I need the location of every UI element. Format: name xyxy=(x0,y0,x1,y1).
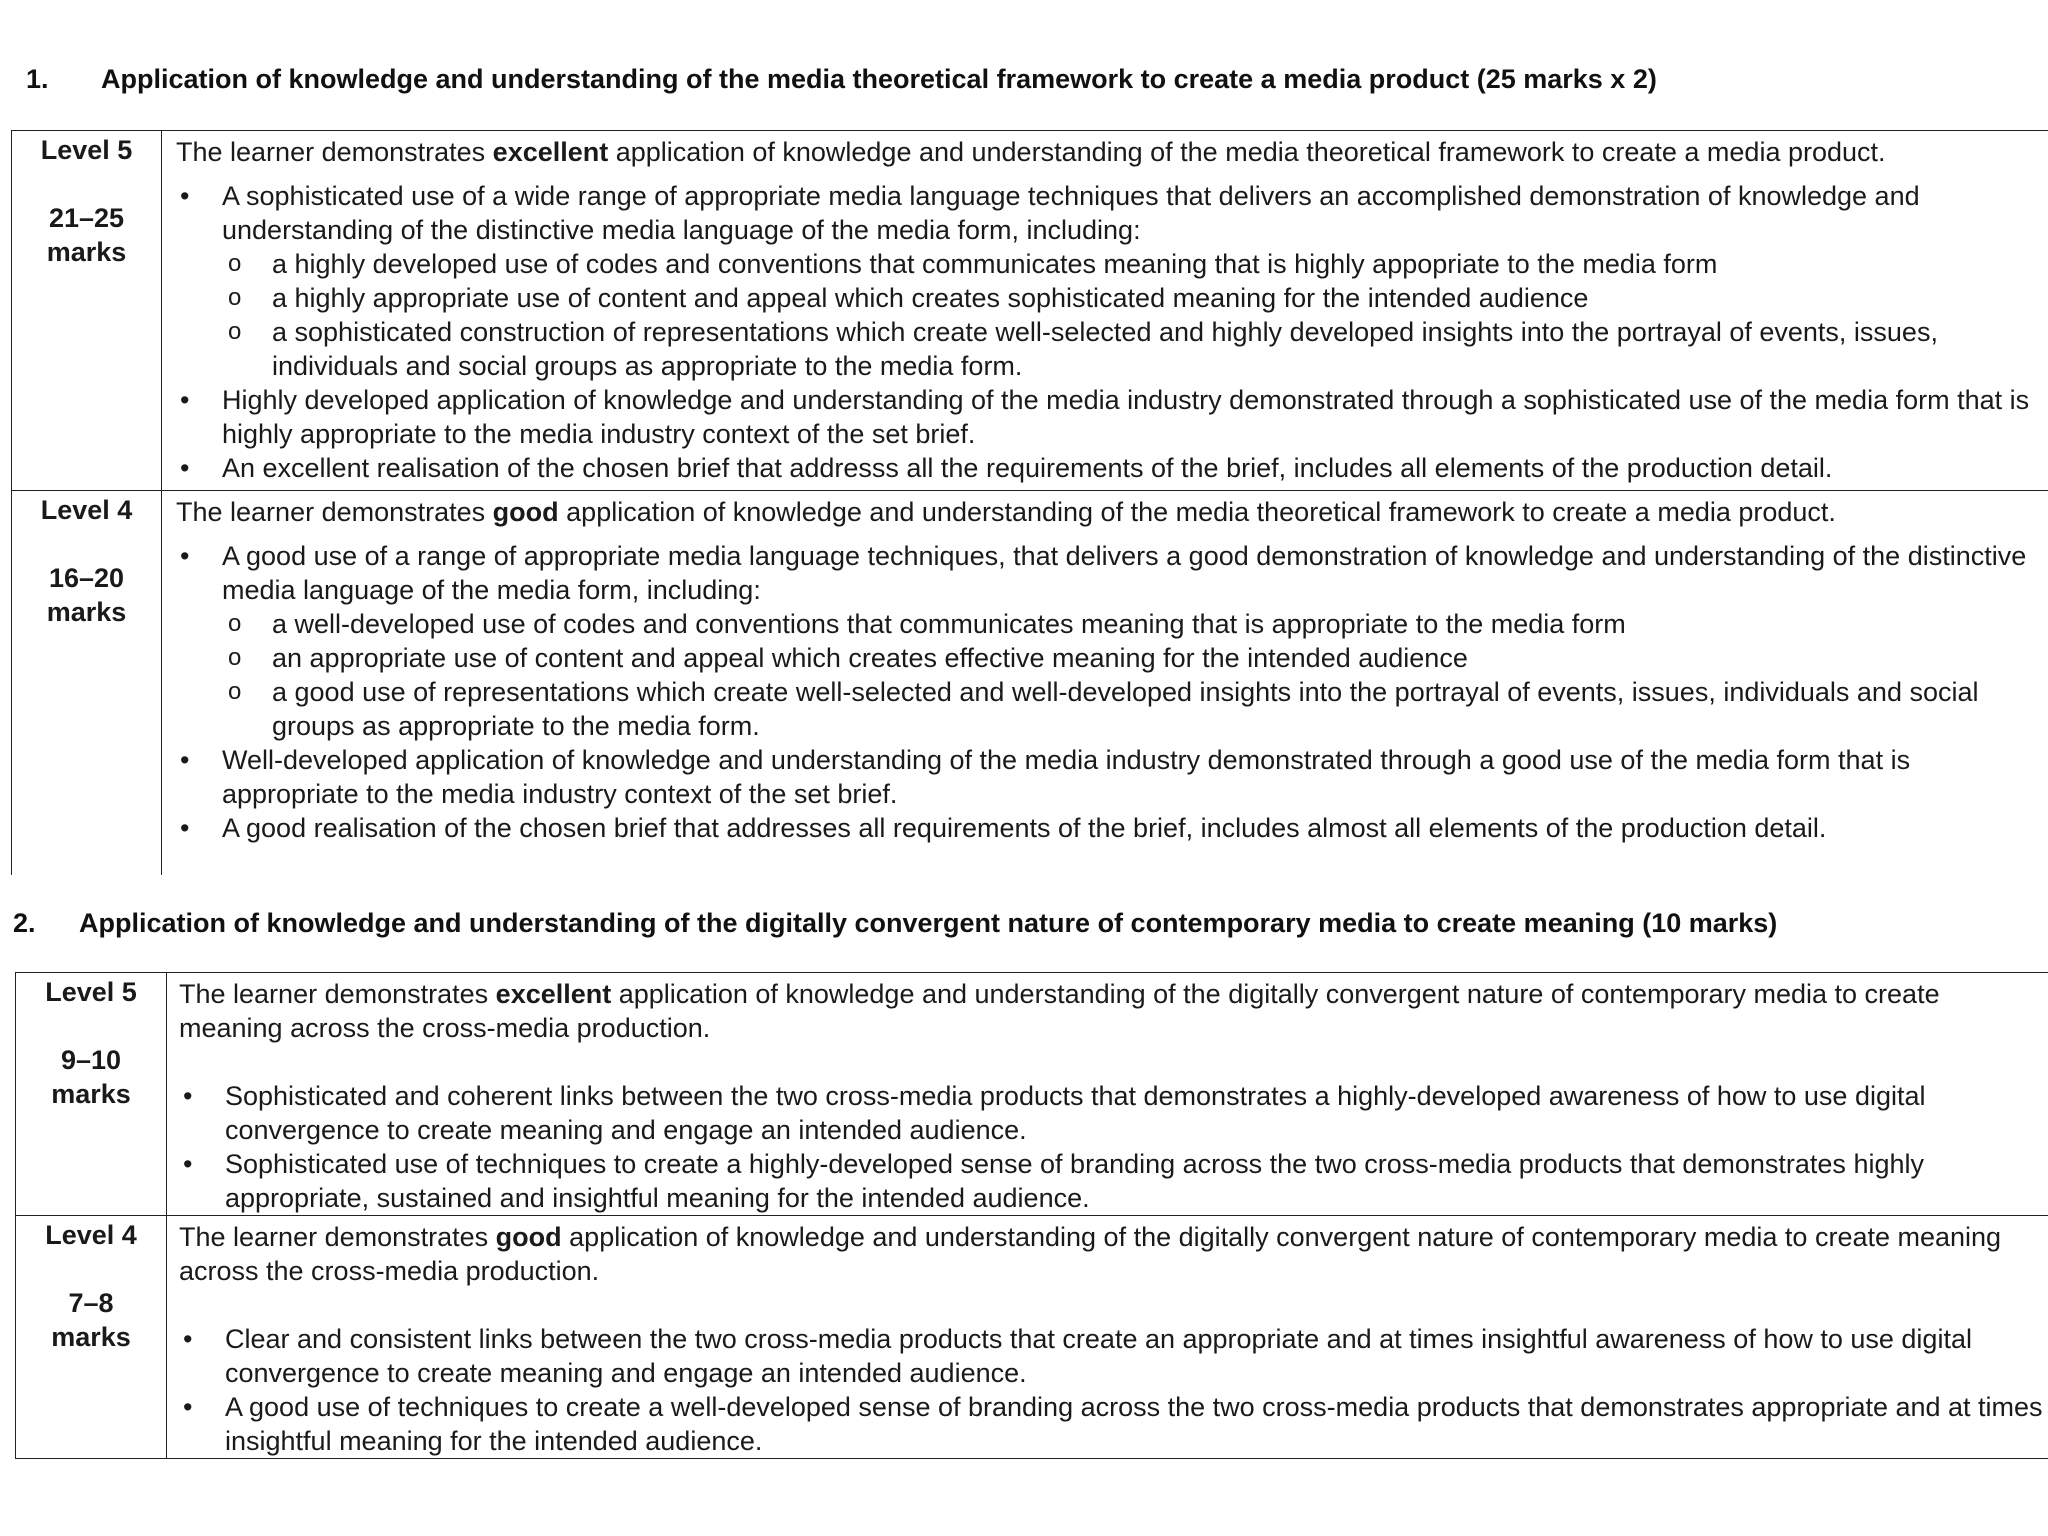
level-label: Level 4 xyxy=(45,1220,137,1250)
intro-text-end: application of knowledge and understanding of the digitally convergent nature of contemporary media to create meaning across the cross-media production. xyxy=(179,1222,2002,1286)
criteria-item: • Sophisticated use of techniques to create a highly-developed sense of branding across the two cross-media products that demonstrates highly appropriate, sustained and insightful meaning for the intended audience. xyxy=(179,1147,2045,1215)
sub-criteria-item: o a highly developed use of codes and conventions that communicates meaning that is highly appopriate to the media form xyxy=(176,247,2045,281)
descriptor-intro xyxy=(179,977,2045,1045)
rubric-row-level-5 xyxy=(12,131,2048,491)
sub-criteria-item: o a good use of representations which create well-selected and well-developed insights into the portrayal of events, issues, individuals and social groups as appropriate to the media form. xyxy=(176,675,2045,743)
intro-grade-word: excellent xyxy=(492,137,609,167)
criteria-list xyxy=(179,1079,2045,1215)
criteria-list xyxy=(179,1322,2045,1458)
intro-text: The learner demonstrates xyxy=(179,979,496,1009)
level-label: Level 4 xyxy=(40,495,133,525)
criteria-text: A good use of a range of appropriate media language techniques, that delivers a good demonstration of knowledge and understanding of the distinctive media language of the media form, including: xyxy=(222,541,2027,605)
descriptor-intro xyxy=(179,1220,2045,1288)
marks-range: 21–25 xyxy=(48,203,125,233)
rubric-row-level-5 xyxy=(16,973,2048,1216)
level-cell xyxy=(12,491,162,875)
sub-criteria-item: o a sophisticated construction of representations which create well-selected and highly developed insights into the portrayal of events, issues, individuals and social groups as appropriate to the media form. xyxy=(176,315,2045,383)
criteria-item: • Well-developed application of knowledge and understanding of the media industry demonstrated through a good use of the media form that is appropriate to the media industry context of the set brief. xyxy=(176,743,2045,811)
criteria-item: • Clear and consistent links between the two cross-media products that create an appropriate and at times insightful awareness of how to use digital convergence to create meaning and engage an intended audience. xyxy=(179,1322,2045,1390)
criteria-item: • Sophisticated and coherent links between the two cross-media products that demonstrates a highly-developed awareness of how to use digital convergence to create meaning and engage an intended audience. xyxy=(179,1079,2045,1147)
sub-criteria-item: o a highly appropriate use of content and appeal which creates sophisticated meaning for the intended audience xyxy=(176,281,2045,315)
level-cell xyxy=(16,973,167,1216)
descriptor-cell xyxy=(167,973,2048,1216)
intro-text: The learner demonstrates xyxy=(179,1222,496,1252)
criteria-item: • A good use of techniques to create a well-developed sense of branding across the two cross-media products that demonstrates appropriate and at times insightful meaning for the intended audience. xyxy=(179,1390,2045,1458)
level-cell xyxy=(16,1216,167,1459)
intro-text: The learner demonstrates xyxy=(176,137,493,167)
section-1-title: Application of knowledge and understanding of the media theoretical framework to create a media product (25 marks x 2) xyxy=(101,64,1657,94)
sub-criteria-list xyxy=(222,607,2045,743)
section-2-number: 2. xyxy=(13,908,36,938)
intro-grade-word: good xyxy=(492,497,559,527)
intro-text-end: application of knowledge and understanding of the digitally convergent nature of contemporary media to create meaning across the cross-media production. xyxy=(179,979,1940,1043)
level-cell xyxy=(12,131,162,491)
marks-label: marks xyxy=(51,1322,131,1352)
section-2-rubric-table xyxy=(15,972,2048,1459)
intro-text-end: application of knowledge and understanding of the media theoretical framework to create a media product. xyxy=(558,497,1836,527)
section-2-heading xyxy=(13,908,1777,939)
criteria-text: A sophisticated use of a wide range of appropriate media language techniques that delivers an accomplished demonstration of knowledge and understanding of the distinctive media language of the media form, including: xyxy=(222,181,1920,245)
criteria-item: • A good realisation of the chosen brief that addresses all requirements of the brief, includes almost all elements of the production detail. xyxy=(176,811,2045,845)
intro-text: The learner demonstrates xyxy=(176,497,493,527)
marks-range: 7–8 xyxy=(68,1288,114,1318)
level-label: Level 5 xyxy=(45,977,137,1007)
section-1-rubric-table xyxy=(11,130,2048,875)
marks-label: marks xyxy=(51,1079,131,1109)
intro-grade-word: good xyxy=(495,1222,562,1252)
marks-label: marks xyxy=(46,597,127,627)
intro-grade-word: excellent xyxy=(495,979,612,1009)
rubric-row-level-4 xyxy=(16,1216,2048,1459)
descriptor-cell xyxy=(162,491,2048,875)
section-1-heading xyxy=(26,64,1657,95)
section-2-title: Application of knowledge and understanding of the digitally convergent nature of contemporary media to create meaning (10 marks) xyxy=(79,908,1778,938)
sub-criteria-item: o a well-developed use of codes and conventions that communicates meaning that is appropriate to the media form xyxy=(176,607,2045,641)
sub-criteria-list xyxy=(222,247,2045,383)
marks-range: 9–10 xyxy=(60,1045,122,1075)
criteria-item: • An excellent realisation of the chosen brief that addresss all the requirements of the brief, includes all elements of the production detail. xyxy=(176,451,2045,485)
level-label: Level 5 xyxy=(40,135,133,165)
section-1-number: 1. xyxy=(26,64,49,94)
rubric-row-level-4 xyxy=(12,491,2048,875)
criteria-list xyxy=(176,179,2045,485)
criteria-item: • Highly developed application of knowledge and understanding of the media industry demonstrated through a sophisticated use of the media form that is highly appropriate to the media industry context of the set brief. xyxy=(176,383,2045,451)
sub-criteria-item: o an appropriate use of content and appeal which creates effective meaning for the intended audience xyxy=(176,641,2045,675)
criteria-list xyxy=(176,539,2045,845)
criteria-item xyxy=(176,539,2045,743)
intro-text-end: application of knowledge and understanding of the media theoretical framework to create a media product. xyxy=(608,137,1886,167)
descriptor-cell xyxy=(162,131,2048,491)
descriptor-intro xyxy=(176,135,2045,169)
marks-label: marks xyxy=(46,237,127,267)
descriptor-cell xyxy=(167,1216,2048,1459)
marks-range: 16–20 xyxy=(48,563,125,593)
descriptor-intro xyxy=(176,495,2045,529)
criteria-item xyxy=(176,179,2045,383)
